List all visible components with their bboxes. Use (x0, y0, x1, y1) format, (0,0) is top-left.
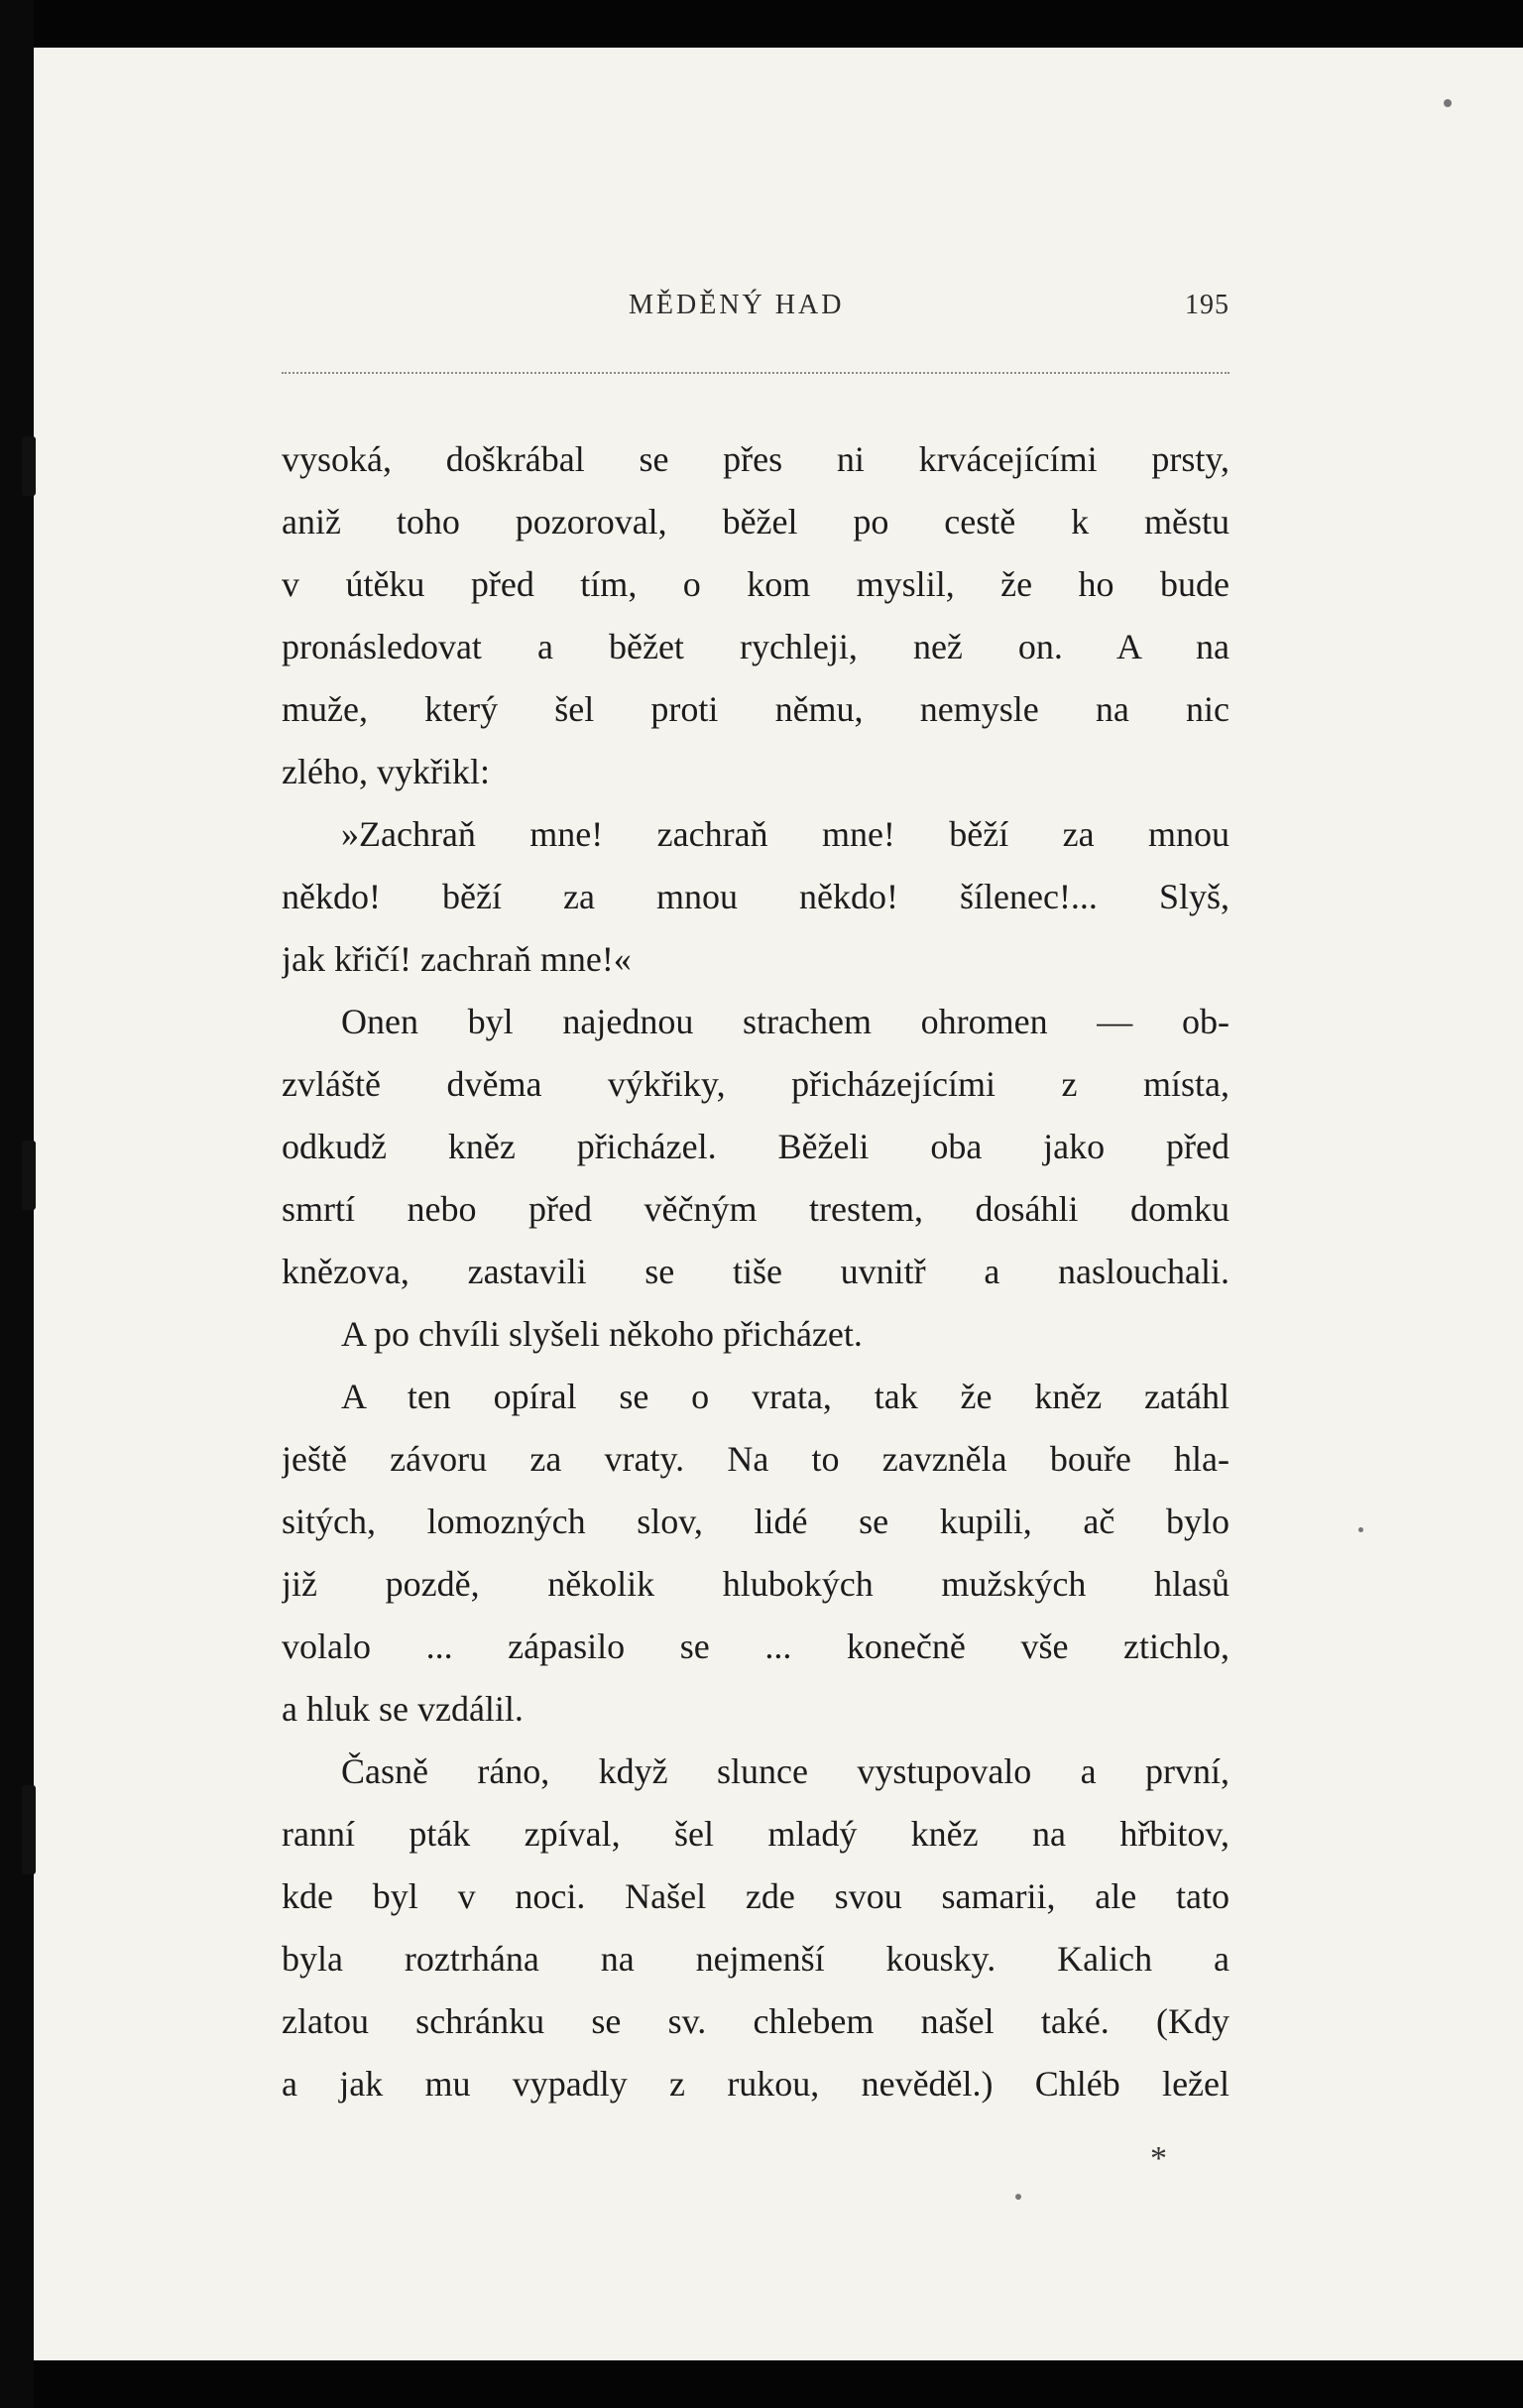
text-line: a jak mu vypadly z rukou, nevěděl.) Chléb ležel (282, 2064, 1230, 2104)
text-line: někdo! běží za mnou někdo! šílenec!... Slyš, (282, 877, 1230, 916)
text-line: jak křičí! zachraň mne!« (282, 939, 632, 979)
book-spine (0, 0, 34, 2408)
text-line: zlého, vykřikl: (282, 752, 490, 791)
text-line: byla roztrhána na nejmenší kousky. Kalich a (282, 1939, 1230, 1979)
text-line: knězova, zastavili se tiše uvnitř a naslouchali. (282, 1252, 1230, 1291)
text-line: již pozdě, několik hlubokých mužských hlasů (282, 1564, 1230, 1604)
spine-mark (22, 1141, 36, 1210)
text-line: ještě závoru za vraty. Na to zavzněla bouře hla- (282, 1439, 1230, 1479)
text-line: sitých, lomozných slov, lidé se kupili, ač bylo (282, 1502, 1230, 1541)
text-line: Onen byl najednou strachem ohromen — ob- (341, 1002, 1230, 1041)
page-header (282, 282, 1230, 331)
text-line: vysoká, doškrábal se přes ni krvácejícími prsty, (282, 439, 1230, 479)
text-line: zvláště dvěma výkřiky, přicházejícími z místa, (282, 1064, 1230, 1104)
running-title: MĚDĚNÝ HAD (629, 290, 845, 320)
body-text (282, 428, 1230, 2115)
text-line: smrtí nebo před věčným trestem, dosáhli domku (282, 1189, 1230, 1229)
spine-mark (22, 436, 36, 496)
spine-mark (22, 1785, 36, 1874)
text-line: »Zachraň mne! zachraň mne! běží za mnou (341, 814, 1230, 854)
text-line: ranní pták zpíval, šel mladý kněz na hřbitov, (282, 1814, 1230, 1854)
text-line: pronásledovat a běžet rychleji, než on. A na (282, 627, 1230, 666)
text-line: a hluk se vzdálil. (282, 1689, 524, 1729)
signature-mark: * (1150, 2140, 1167, 2177)
page-number: 195 (1185, 290, 1230, 320)
text-line: aniž toho pozoroval, běžel po cestě k městu (282, 502, 1230, 542)
text-line: Časně ráno, když slunce vystupovalo a první, (341, 1751, 1230, 1791)
scan-speck (1015, 2194, 1021, 2200)
text-line: A po chvíli slyšeli někoho přicházet. (341, 1314, 863, 1354)
text-line: A ten opíral se o vrata, tak že kněz zatáhl (341, 1377, 1230, 1416)
text-line: odkudž kněz přicházel. Běželi oba jako před (282, 1127, 1230, 1166)
text-line: zlatou schránku se sv. chlebem našel také. (Kdy (282, 2001, 1230, 2041)
scan-speck (1358, 1527, 1363, 1532)
text-line: v útěku před tím, o kom myslil, že ho bude (282, 564, 1230, 604)
text-line: muže, který šel proti němu, nemysle na nic (282, 689, 1230, 729)
text-line: kde byl v noci. Našel zde svou samarii, ale tato (282, 1876, 1230, 1916)
text-line: volalo ... zápasilo se ... konečně vše ztichlo, (282, 1626, 1230, 1666)
header-rule (282, 372, 1230, 374)
scan-speck (1444, 99, 1452, 107)
